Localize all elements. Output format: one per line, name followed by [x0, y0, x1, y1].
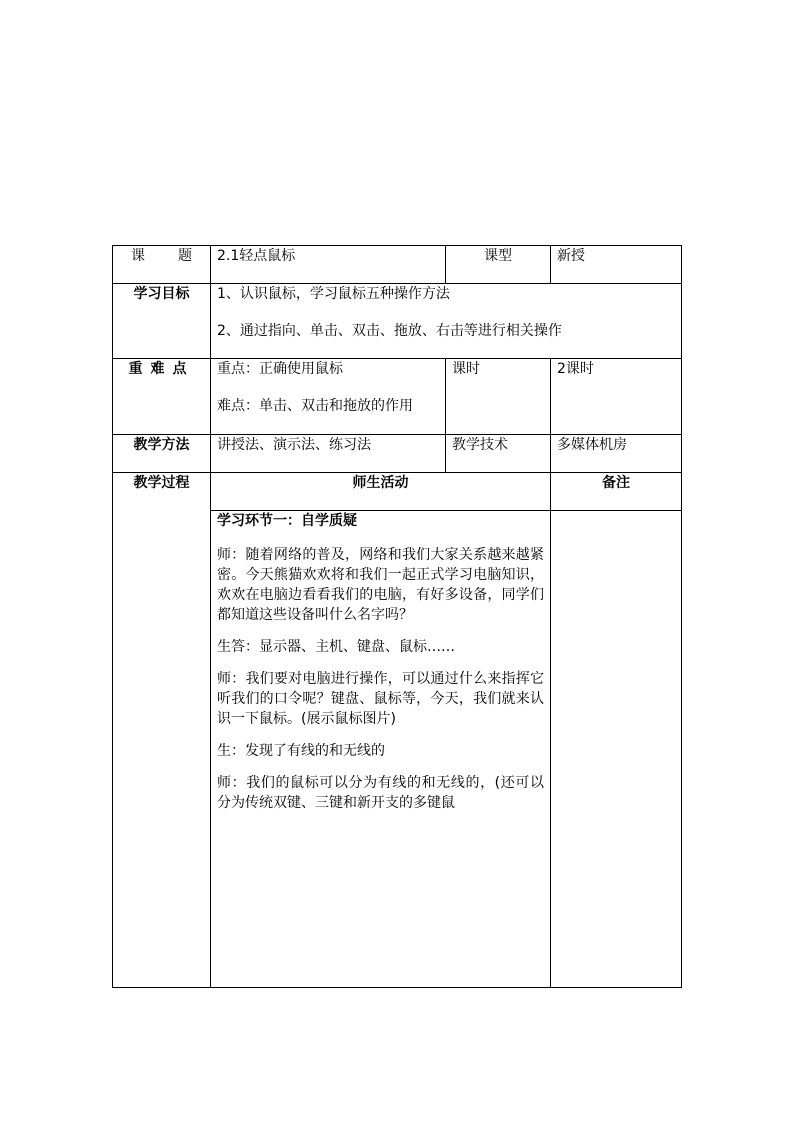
paragraph: 生答：显示器、主机、键盘、鼠标…… — [217, 639, 455, 655]
row-key-points — [113, 359, 682, 435]
section-heading: 学习环节一：自学质疑 — [217, 513, 357, 529]
topic-label-cell — [113, 246, 211, 284]
methods-value: 讲授法、演示法、练习法 — [211, 435, 446, 473]
process-label: 教学过程 — [113, 473, 211, 988]
notes-header: 备注 — [551, 473, 682, 511]
type-value: 新授 — [551, 246, 682, 284]
paragraph: 师：我们要对电脑进行操作，可以通过什么来指挥它听我们的口令呢？键盘、鼠标等，今天，我们就来认识一下鼠标。(展示鼠标图片) — [217, 671, 544, 727]
row-goals — [113, 284, 682, 359]
methods-label: 教学方法 — [113, 435, 211, 473]
hours-value: 2课时 — [551, 359, 682, 435]
activity-header: 师生活动 — [211, 473, 551, 511]
goals-label: 学习目标 — [113, 284, 211, 359]
topic-value: 2.1轻点鼠标 — [211, 246, 446, 284]
key-points-label: 重难点 — [113, 359, 211, 435]
notes-content — [551, 511, 682, 988]
activity-content — [211, 511, 551, 988]
lesson-plan-table — [112, 245, 682, 988]
difficult-point-item: 难点：单击、双击和拖放的作用 — [217, 398, 413, 414]
goal-item: 2、通过指向、单击、双击、拖放、右击等进行相关操作 — [217, 323, 562, 339]
goal-item: 1、认识鼠标，学习鼠标五种操作方法 — [217, 286, 450, 302]
type-label: 课型 — [446, 246, 551, 284]
hours-label: 课时 — [446, 359, 551, 435]
topic-label — [119, 246, 204, 266]
row-methods — [113, 435, 682, 473]
key-point-item: 重点：正确使用鼠标 — [217, 361, 343, 377]
tech-value: 多媒体机房 — [551, 435, 682, 473]
key-points-cell — [211, 359, 446, 435]
paragraph: 师：我们的鼠标可以分为有线的和无线的，(还可以分为传统双键、三键和新开支的多键鼠 — [217, 775, 544, 811]
paragraph: 生：发现了有线的和无线的 — [217, 743, 385, 759]
row-process-header — [113, 473, 682, 511]
goals-cell — [211, 284, 682, 359]
tech-label: 教学技术 — [446, 435, 551, 473]
topic-label-char-2: 题 — [178, 248, 192, 264]
paragraph: 师：随着网络的普及，网络和我们大家关系越来越紧密。今天熊猫欢欢将和我们一起正式学习电脑知识，欢欢在电脑边看看我们的电脑，有好多设备，同学们都知道这些设备叫什么名字吗？ — [217, 547, 544, 623]
row-topic — [113, 246, 682, 284]
topic-label-char-1: 课 — [131, 248, 145, 264]
